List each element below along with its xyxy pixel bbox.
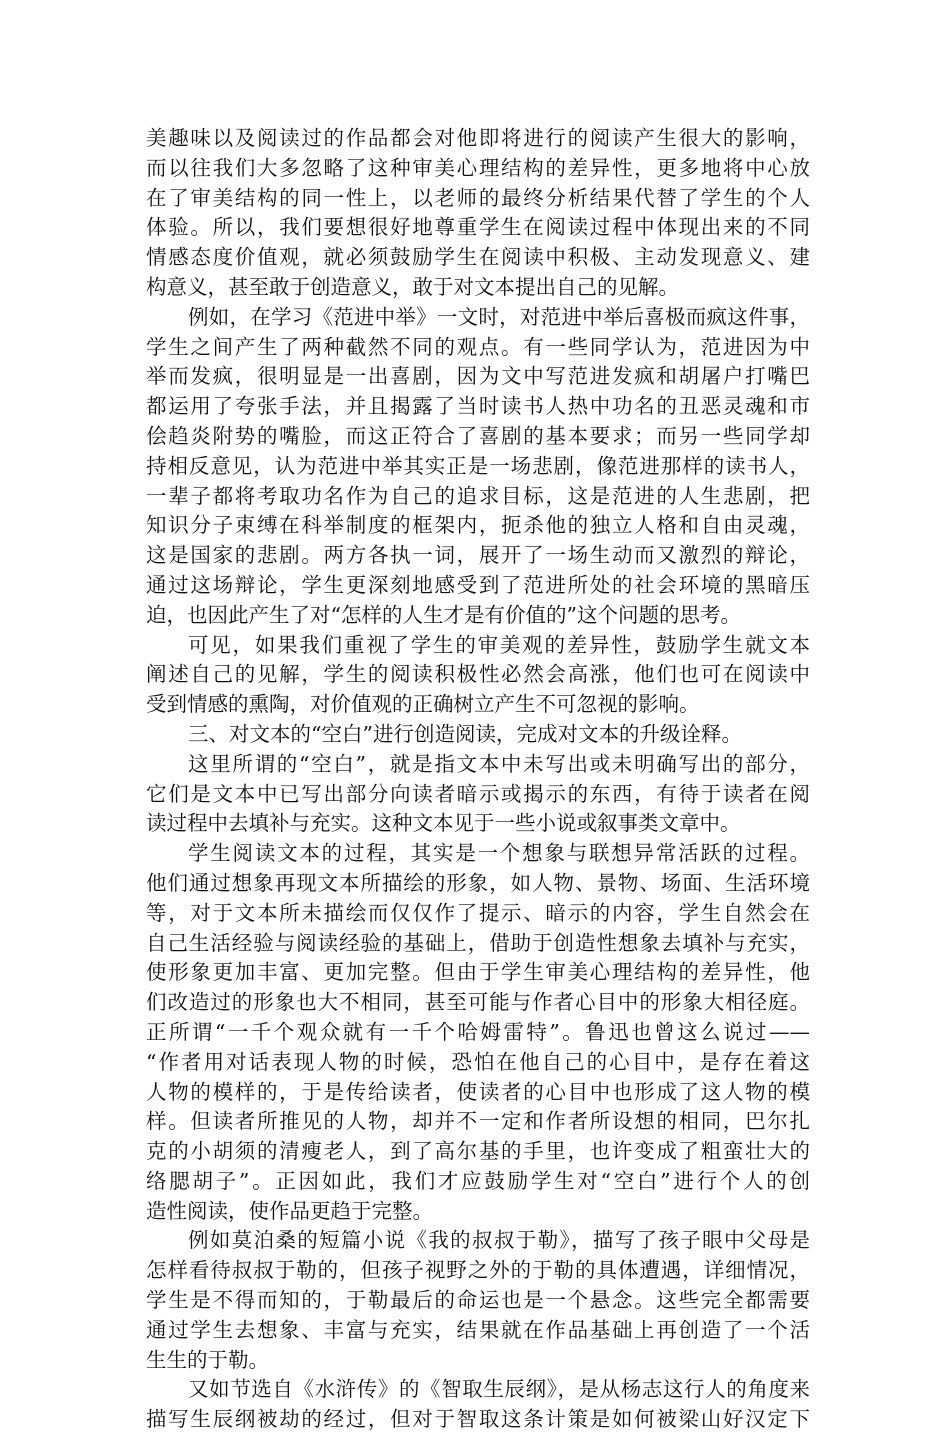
- paragraph-first-line: 例如莫泊桑的短篇小说《我的叔叔于勒》，描写了孩子眼中父母是: [188, 1228, 810, 1253]
- paragraph-first-line: 例如，在学习《范进中举》一文时，对范进中举后喜极而疯这件事，: [188, 304, 810, 329]
- text-line: 正所谓“一千个观众就有一千个哈姆雷特”。鲁迅也曾这么说过——: [146, 1019, 810, 1044]
- text-line: 这是国家的悲剧。两方各执一词，展开了一场生动而又激烈的辩论，: [146, 543, 810, 568]
- text-line: 持相反意见，认为范进中举其实正是一场悲剧，像范进那样的读书人，: [146, 453, 810, 478]
- text-line: 学生是不得而知的，于勒最后的命运也是一个悬念。这些完全都需要: [146, 1288, 810, 1313]
- text-line: “作者用对话表现人物的时候，恐怕在他自己的心目中，是存在着这: [146, 1049, 810, 1074]
- text-line: 知识分子束缚在科举制度的框架内，扼杀他的独立人格和自由灵魂，: [146, 513, 810, 538]
- text-line: 情感态度价值观，就必须鼓励学生在阅读中积极、主动发现意义、建: [146, 245, 810, 270]
- text-line: 侩趋炎附势的嘴脸，而这正符合了喜剧的基本要求；而另一些同学却: [146, 423, 810, 448]
- text-line: 克的小胡须的清瘦老人，到了高尔基的手里，也许变成了粗蛮壮大的: [146, 1139, 810, 1164]
- text-line: 样。但读者所推见的人物，却并不一定和作者所设想的相同，巴尔扎: [146, 1109, 810, 1134]
- text-line: 而以往我们大多忽略了这种审美心理结构的差异性，更多地将中心放: [146, 155, 810, 180]
- paragraph-first-line: 这里所谓的“空白”，就是指文本中未写出或未明确写出的部分，: [188, 751, 810, 776]
- paragraph-first-line: 又如节选自《水浒传》的《智取生辰纲》，是从杨志这行人的角度来: [188, 1377, 810, 1402]
- text-line: 举而发疯，很明显是一出喜剧，因为文中写范进发疯和胡屠户打嘴巴: [146, 364, 810, 389]
- text-line: 读过程中去填补与充实。这种文本见于一些小说或叙事类文章中。: [146, 811, 741, 836]
- paragraph-first-line: 三、对文本的“空白”进行创造阅读，完成对文本的升级诠释。: [188, 721, 742, 746]
- text-line: 一辈子都将考取功名作为自己的追求目标，这是范进的人生悲剧，把: [146, 483, 810, 508]
- body-text: [146, 124, 810, 1435]
- text-line: 通过学生去想象、丰富与充实，结果就在作品基础上再创造了一个活: [146, 1317, 810, 1342]
- text-line: 体验。所以，我们要想很好地尊重学生在阅读过程中体现出来的不同: [146, 215, 810, 240]
- text-line: 他们通过想象再现文本所描绘的形象，如人物、景物、场面、生活环境: [146, 870, 810, 895]
- text-line: 美趣味以及阅读过的作品都会对他即将进行的阅读产生很大的影响，: [146, 126, 810, 150]
- text-line: 受到情感的熏陶，对价值观的正确树立产生不可忽视的影响。: [146, 692, 700, 717]
- text-line: 描写生辰纲被劫的经过，但对于智取这条计策是如何被梁山好汉定下: [146, 1407, 810, 1432]
- text-line: 等，对于文本所未描绘而仅仅作了提示、暗示的内容，学生自然会在: [146, 900, 810, 925]
- text-line: 造性阅读，使作品更趋于完整。: [146, 1198, 433, 1223]
- text-line: 迫，也因此产生了对“怎样的人生才是有价值的”这个问题的思考。: [146, 602, 741, 627]
- text-line: 怎样看待叔叔于勒的，但孩子视野之外的于勒的具体遭遇，详细情况，: [146, 1258, 810, 1283]
- text-line: 通过这场辩论，学生更深刻地感受到了范进所处的社会环境的黑暗压: [146, 572, 810, 597]
- text-line: 在了审美结构的同一性上，以老师的最终分析结果代替了学生的个人: [146, 185, 810, 210]
- text-line: 构意义，甚至敢于创造意义，敢于对文本提出自己的见解。: [146, 274, 679, 299]
- text-line: 它们是文本中已写出部分向读者暗示或揭示的东西，有待于读者在阅: [146, 781, 810, 806]
- text-line: 阐述自己的见解，学生的阅读积极性必然会高涨，他们也可在阅读中: [146, 662, 810, 687]
- text-line: 都运用了夸张手法，并且揭露了当时读书人热中功名的丑恶灵魂和市: [146, 394, 810, 419]
- text-line: 生生的于勒。: [146, 1347, 269, 1372]
- text-line: 使形象更加丰富、更加完整。但由于学生审美心理结构的差异性，他: [146, 960, 810, 985]
- text-line: 学生之间产生了两种截然不同的观点。有一些同学认为，范进因为中: [146, 334, 810, 359]
- text-line: 们改造过的形象也大不相同，甚至可能与作者心目中的形象大相径庭。: [146, 990, 810, 1015]
- text-line: 络腮胡子”。正因如此，我们才应鼓励学生对“空白”进行个人的创: [146, 1168, 810, 1193]
- paragraph-first-line: 可见，如果我们重视了学生的审美观的差异性，鼓励学生就文本: [188, 632, 810, 657]
- text-line: 自己生活经验与阅读经验的基础上，借助于创造性想象去填补与充实，: [146, 930, 810, 955]
- paragraph-first-line: 学生阅读文本的过程，其实是一个想象与联想异常活跃的过程。: [188, 841, 810, 866]
- text-line: 人物的模样的，于是传给读者，使读者的心目中也形成了这人物的模: [146, 1079, 810, 1104]
